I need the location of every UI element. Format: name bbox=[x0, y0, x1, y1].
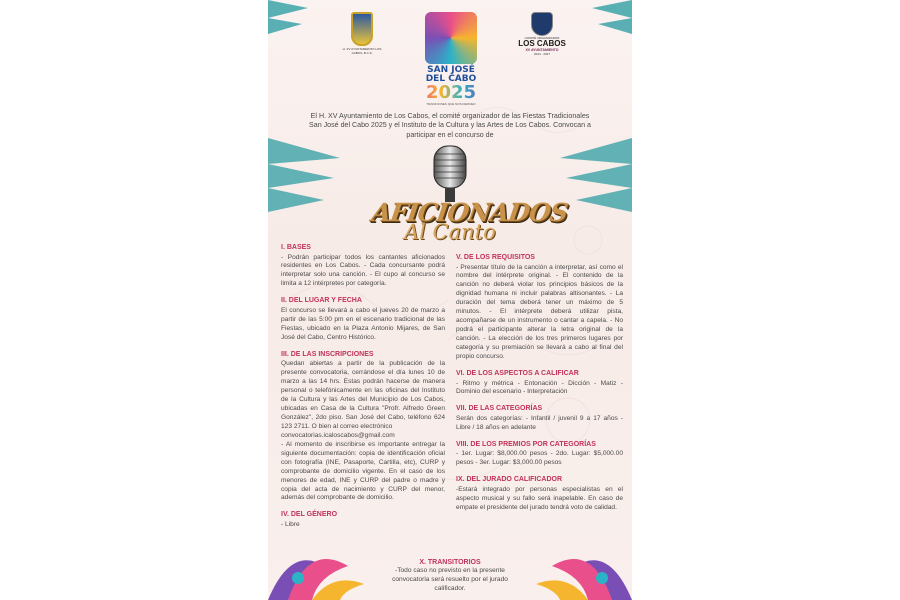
section-heading: II. DEL LUGAR Y FECHA bbox=[281, 297, 362, 305]
section-genero bbox=[281, 510, 445, 529]
section-heading: IX. DEL JURADO CALIFICADOR bbox=[456, 476, 563, 484]
section-jurado bbox=[456, 475, 623, 512]
section-body: - 1er. Lugar: $8,000.00 pesos - 2do. Lugar: $5,000.00 pesos - 3er. Lugar: $3,000.00 pesos bbox=[456, 450, 623, 467]
contest-title bbox=[369, 198, 570, 246]
section-aspectos bbox=[456, 369, 623, 397]
fiestas-emblem-icon bbox=[425, 12, 477, 64]
section-lugar-fecha bbox=[281, 296, 445, 342]
contest-title-line1: AFICIONADOS bbox=[369, 198, 570, 227]
intro-paragraph: El H. XV Ayuntamiento de Los Cabos, el comité organizador de las Fiestas Tradicionales San José del Cabo 2025 y el Instituto de la Cultura y las Artes de Los Cabos. Convocan a participar en el concurso de bbox=[309, 112, 591, 139]
section-body: Serán dos categorías: - Infantil / juvenil 9 a 17 años - Libre / 18 años en adelante bbox=[456, 414, 623, 431]
section-body: Quedan abiertas a partir de la publicación de la presente convocatoria, cerrándose el día lunes 10 de marzo a las 14 hrs. Estas podrán hacerse de manera personal o telefónicamente en las oficinas del Instituto de la Cultura y las Artes del Municipio de Los Cabos, ubicadas en Casa de la Cultura "Profr. Alfredo Green González", 2do piso. San José del Cabo, teléfono 624 123 2711. O bien al correo electrónico bbox=[281, 360, 445, 430]
fiestas-logo bbox=[418, 8, 484, 108]
section-body-documents: - Al momento de inscribirse es importante entregar la siguiente documentación: copia de identificación oficial con fotografía (INE, Pasaporte, Cartilla, etc), CURP y comprobante de domicilio vigente. En el caso de los menores de edad, INE y CURP del padre o madre y copia del acta de nacimiento y CURP del menor, además del comprobante de domicilio. bbox=[281, 440, 445, 502]
fiestas-logo-tagline: TRADICIONES QUE NOS DEFINEN bbox=[426, 102, 476, 106]
contest-title-line2: Al Canto bbox=[404, 220, 496, 244]
section-heading: III. DE LAS INSCRIPCIONES bbox=[281, 350, 374, 358]
section-heading: I. BASES bbox=[281, 244, 311, 251]
section-premios bbox=[456, 440, 623, 468]
los-cabos-logo-sub: XV AYUNTAMIENTO bbox=[525, 48, 559, 53]
section-body: -Estará integrado por personas especialistas en el aspecto musical y su fallo será inapelable. En caso de empate el presidente del jurado tendrá voto de calidad. bbox=[456, 485, 623, 511]
section-body: - Presentar título de la canción a interpretar, así como el nombre del intérprete original. - El contenido de la canción no deberá violar los principios básicos de la dignidad humana ni incluir palabras altisonantes. - La duración del tema deberá tener un máximo de 5 minutos. - El intérprete deberá utilizar pista, acompañarse de un instrumento o cantar a capela. - No podrá el participante alterar la letra original de la canción. - La elección de los tres primeros lugares por categoría y su premiación se llevará a cabo al final del propio concurso. bbox=[456, 263, 623, 361]
los-cabos-crest-icon bbox=[531, 12, 553, 36]
section-heading: V. DE LOS REQUISITOS bbox=[456, 254, 535, 261]
section-bases bbox=[281, 243, 445, 289]
section-inscripciones bbox=[281, 350, 445, 504]
section-body: - Ritmo y métrica - Entonación - Dicción - Matiz - Dominio del escenario - Interpretación bbox=[456, 379, 623, 396]
section-heading: X. TRANSITORIOS bbox=[419, 559, 481, 566]
fiestas-logo-name: SAN JOSÉ DEL CABO bbox=[425, 65, 477, 84]
section-heading: VI. DE LOS ASPECTOS A CALIFICAR bbox=[456, 370, 579, 377]
flower-ornament-bottom-left bbox=[268, 532, 364, 600]
palm-leaf-mid-left bbox=[268, 128, 344, 218]
flower-ornament-bottom-right bbox=[536, 532, 632, 600]
ayuntamiento-caption: H. XV AYUNTAMIENTO LOS CABOS, B.C.S. bbox=[342, 47, 382, 55]
contact-email: convocatorias.icaloscabos@gmail.com bbox=[281, 431, 395, 439]
section-body: El concurso se llevará a cabo el jueves 20 de marzo a partir de las 5:00 pm en el escenario tradicional de las Fiestas, ubicado en la Plaza Antonio Mijares, de San José del Cabo, Centro Histórico. bbox=[281, 306, 445, 341]
right-column bbox=[456, 253, 623, 520]
palm-leaf-top-left bbox=[268, 0, 310, 40]
fiestas-logo-year: 2025 bbox=[418, 84, 484, 102]
section-body: -Todo caso no previsto en la presente convocatoria será resuelto por el jurado calificador. bbox=[392, 567, 508, 593]
section-transitorios bbox=[382, 558, 518, 594]
palm-leaf-top-right bbox=[590, 0, 632, 40]
los-cabos-logo bbox=[516, 12, 568, 56]
coat-of-arms-icon bbox=[351, 12, 373, 46]
los-cabos-logo-small: COMITÉ ORGANIZADOR bbox=[524, 36, 560, 40]
section-requisitos bbox=[456, 253, 623, 362]
ayuntamiento-logo bbox=[342, 12, 382, 55]
section-heading: VIII. DE LOS PREMIOS POR CATEGORÍAS bbox=[456, 440, 596, 448]
section-categorias bbox=[456, 404, 623, 432]
section-heading: IV. DEL GÉNERO bbox=[281, 511, 338, 519]
section-body: - Libre bbox=[281, 520, 300, 528]
los-cabos-logo-name: LOS CABOS bbox=[518, 39, 566, 48]
los-cabos-logo-years: 2024 · 2027 bbox=[533, 52, 550, 57]
left-column bbox=[281, 243, 445, 537]
microphone-icon bbox=[428, 144, 472, 204]
section-body: - Podrán participar todos los cantantes aficionados residentes en Los Cabos. - Cada concursante podrá interpretar solo una canción. - El cupo al concurso se limita a 12 intérpretes por categoría. bbox=[281, 253, 445, 288]
event-poster bbox=[268, 0, 632, 600]
section-heading: VII. DE LAS CATEGORÍAS bbox=[456, 405, 543, 413]
